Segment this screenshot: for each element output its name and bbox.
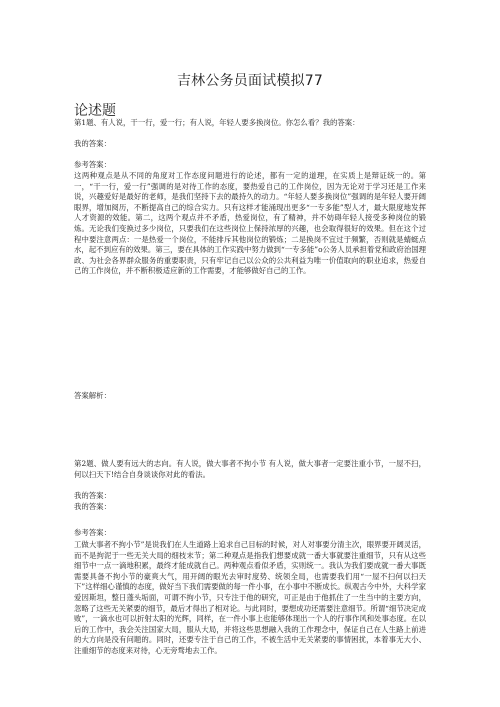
question-2-reference-answer-block — [74, 540, 426, 657]
document-title: 吉林公务员面试模拟77 — [176, 73, 323, 89]
question-1-reference-answer: 这两种观点是从不同的角度对工作态度问题进行的论述，都有一定的道理，在实质上是辩证统一的。第一，“干一行，爱一行”强调的是对待工作的态度，要热爱自己的工作岗位，因为无论对于学习还是工作来说，兴趣爱好是最好的老师，是我们坚持下去的最持久的动力。“年轻人要多换岗位”强调的是年轻人要开阔眼界，增加阅历，不断提高自己的综合实力。只有这样才能涌现出更多“一专多能”型人才，最大限度地发挥人才资源的效能。第二，这两个观点并不矛盾，热爱岗位，有了精神，并不妨碍年轻人接受多种岗位的锻炼。无论我们变换过多少岗位，只要我们在这些岗位上保持浓厚的兴趣，也会取得很好的效果。但在这个过程中要注意两点：一是热爱一个岗位，不能排斥其他岗位的锻炼；二是换岗不宜过于频繁，否则就是蜻蜓点水，起不到应有的效果。第三，要在具体的工作实践中努力做到“一专多能”o公务人员承担着党和政府治国理政、为社会各界群众服务的重要职责，只有牢记自己以公众的公共利益为唯一价值取向的职业追求，热爱自己的工作岗位，并不断积极适应新的工作需要，才能够做好自己的工作。 — [74, 171, 426, 276]
question-2-prompt: 第2题、做人要有远大的志向。有人说，做大事者不拘小节 有人说，做大事者一定要注重小节，一屋不扫，何以扫天下!结合自身谈谈你对此的看法。 — [74, 459, 426, 479]
question-2-reference-label-block — [74, 528, 426, 539]
question-1-text — [74, 118, 426, 129]
question-1-my-answer-label: 我的答案： — [74, 139, 111, 148]
question-1-analysis-label: 答案解析： — [74, 391, 111, 400]
question-2-text — [74, 459, 426, 480]
question-1-reference-label-block — [74, 160, 426, 171]
question-2-my-answer-label-2: 我的答案： — [74, 501, 111, 511]
question-1-my-answer — [74, 139, 426, 150]
question-1-reference-answer-block — [74, 171, 426, 277]
question-1-reference-label: 参考答案： — [74, 160, 111, 169]
question-1-prompt: 第1题、有人说，干一行，爱一行；有人说，年轻人要多换岗位。你怎么看？我的答案： — [74, 118, 360, 127]
question-1-analysis-block — [74, 391, 426, 402]
section-heading: 论述题 — [74, 103, 116, 119]
question-2-reference-answer: 工做大事者不拘小节”是说我们在人生道路上追求自己目标的时候，对人对事要分清主次，眼界要开阔灵活，而不是拘泥于一些无关大局的细枝末节；第二种观点是指我们想要成就一番大事就要注重细节，只有从这些细节中一点一滴地积累，最终才能成就自己。两种观点看似矛盾，实则统一。我认为我们要成就一番大事既需要具备不拘小节的豪爽大气，用开阔的眼光去审时度势、统领全局，也需要我们用“一屋不扫何以扫天下”这样细心谨慎的态度，做好当下我们需要做的每一件小事，在小事中不断成长。纵观古今中外，大科学家爱因斯坦，整日蓬头垢面，可谓不拘小节，只专注于他的研究，可正是由于他抓住了一生当中的主要方向，忽略了这些无关紧要的细节，最后才得出了相对论。与此同时，要想成功还需要注意细节。所谓“细节决定成败”，一滴水也可以折射太阳的光辉，同样，在一件小事上也能够体现出一个人的行事作风和处事态度。在以后的工作中，我会关注国家大局，服从大局，并将这些思想融入我的工作理念中，保证自己在人生路上前进的大方向是没有问题的。同时，还要专注于自己的工作，不被生活中无关紧要的事情困扰，本着事无大小、注重细节的态度来对待，心无旁骛地去工作。 — [74, 540, 426, 655]
question-2-my-answer — [74, 491, 426, 512]
question-2-my-answer-label: 我的答案： — [74, 491, 111, 500]
question-2-reference-label: 参考答案： — [74, 528, 111, 537]
